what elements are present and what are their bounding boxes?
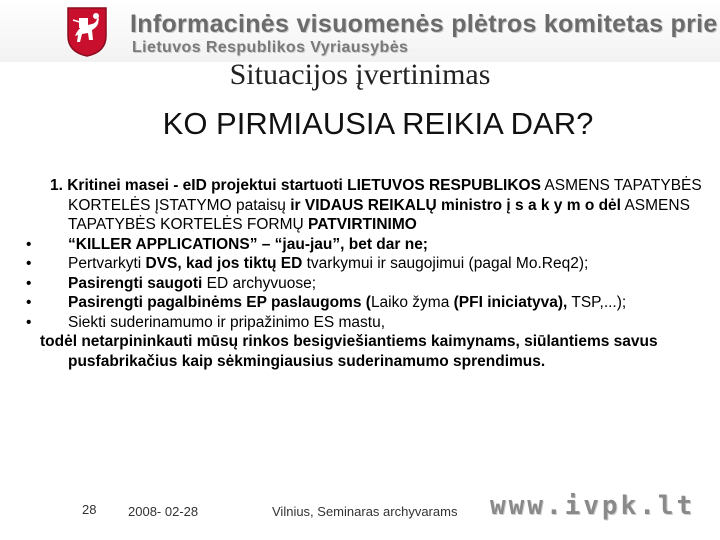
bullet3-text-a: Pasirengti saugoti	[68, 274, 203, 292]
bullet2-text-d: ED	[276, 255, 307, 272]
bullet4-text-f: TSP,...);	[567, 294, 627, 311]
footer-date: 2008- 02-28	[128, 504, 199, 519]
bullet2-text-c: kad jos tiktų	[186, 255, 277, 272]
bullet2-text-a: Pertvarkyti	[68, 255, 142, 272]
slide-body	[26, 176, 710, 371]
closing-paragraph: todėl netarpininkauti mūsų rinkos besigviešiantiems kaimynams, siūlantiems savus pusfabrikačius kaip sėkmingiausius suderinamumo sprendimus.	[40, 333, 658, 370]
header-banner	[0, 0, 720, 62]
item1-text-e: ASMENS TAPATYBĖS KORTELĖS FORMŲ	[68, 196, 690, 233]
bullet-item-2	[26, 254, 710, 274]
bullet4-text-d: Laiko žyma	[370, 294, 454, 311]
bullet-icon: •	[26, 235, 32, 253]
organization-name-line1: Informacinės visuomenės plėtros komitetas prie	[130, 10, 718, 38]
item1-text-d: ir VIDAUS REIKALŲ ministro į s a k y m o dėl	[290, 196, 621, 214]
page-number: 28	[82, 502, 97, 517]
website-url: www.ivpk.lt	[490, 491, 696, 521]
bullet5-text: Siekti suderinamumo ir pripažinimo ES mastu,	[68, 313, 386, 331]
bullet-icon: •	[26, 294, 32, 311]
item1-text-a: 1. Kritinei masei - eID projektui startuoti	[50, 177, 348, 194]
coat-of-arms-icon	[66, 6, 108, 58]
bullet4-text-b: EP	[242, 294, 272, 311]
item1-text-b: LIETUVOS RESPUBLIKOS	[347, 177, 541, 194]
bullet4-text-c: paslaugoms (	[271, 294, 371, 311]
bullet-item-3	[26, 274, 710, 294]
bullet2-text-e: tvarkymui ir saugojimui (pagal Mo.Req2);	[306, 255, 589, 272]
bullet2-text-b: DVS,	[141, 255, 187, 272]
bullet1-text: “KILLER APPLICATIONS” – “jau-jau”, bet dar ne;	[68, 235, 428, 253]
bullet-item-5	[26, 313, 710, 333]
bullet3-text-b: ED archyvuose;	[202, 274, 317, 292]
organization-name-line2: Lietuvos Respublikos Vyriausybės	[132, 39, 409, 56]
item1-text-f: PATVIRTINIMO	[308, 216, 417, 233]
bullet-icon: •	[26, 274, 32, 292]
footer-event: Vilnius, Seminaras archyvarams	[272, 504, 458, 519]
slide-subtitle: KO PIRMIAUSIA REIKIA DAR?	[162, 106, 594, 141]
item1-text-c: ASMENS TAPATYBĖS KORTELĖS ĮSTATYMO pataisų	[68, 177, 702, 214]
bullet4-text-e: (PFI iniciatyva),	[453, 294, 568, 311]
bullet-icon: •	[26, 255, 32, 272]
numbered-item-1	[40, 176, 710, 235]
bullet-icon: •	[26, 313, 32, 331]
bullet4-text-a: Pasirengti pagalbinėms	[68, 294, 242, 311]
bullet-item-1	[26, 235, 710, 255]
slide-title: Situacijos įvertinimas	[229, 58, 491, 91]
bullet-item-4	[26, 293, 710, 313]
